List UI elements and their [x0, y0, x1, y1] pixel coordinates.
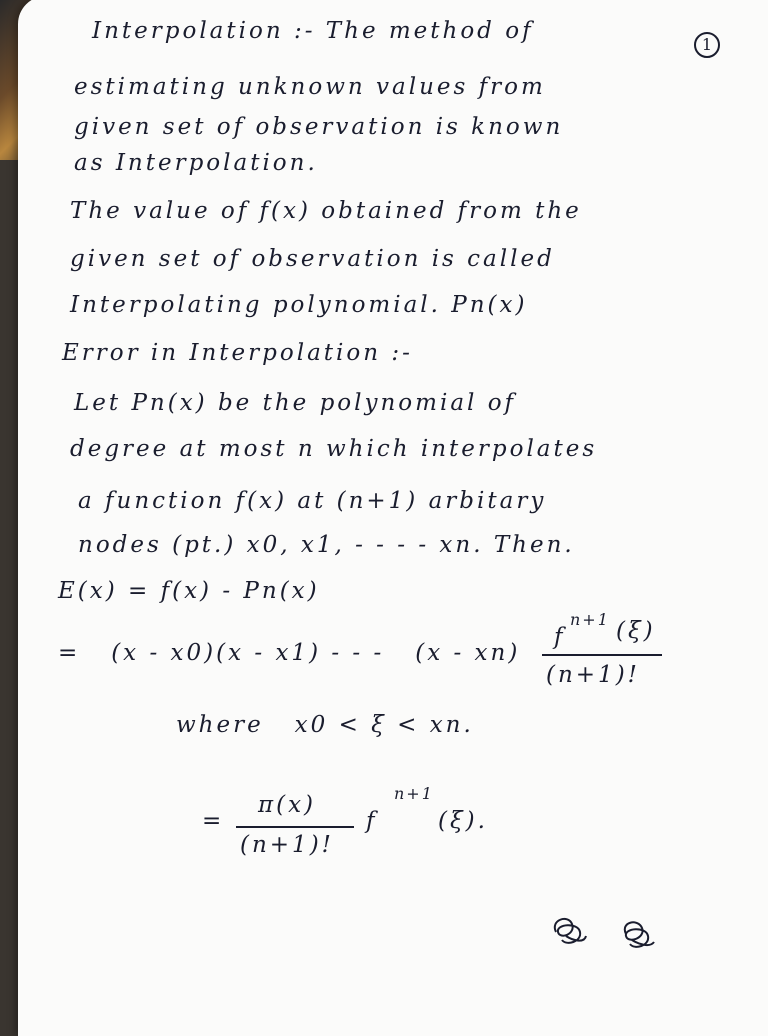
fraction1-superscript: n+1 — [570, 610, 610, 629]
fraction1-numerator: f — [554, 624, 566, 650]
section-line-2: degree at most n which interpolates — [70, 436, 598, 462]
paragraph2-line-3: Interpolating polynomial. Pn(x) — [70, 292, 528, 318]
error-definition: E(x) = f(x) - Pn(x) — [58, 578, 320, 604]
definition-line-3: given set of observation is known — [74, 114, 564, 140]
section-line-1: Let Pn(x) be the polynomial of — [74, 390, 517, 416]
paragraph2-line-2: given set of observation is called — [70, 246, 555, 272]
signature-mark-1 — [546, 910, 590, 950]
fraction1-argument: (ξ) — [616, 618, 656, 644]
section-line-3: a function f(x) at (n+1) arbitary — [78, 488, 547, 514]
definition-line-2: estimating unknown values from — [74, 74, 546, 100]
error-product: = (x - x0)(x - x1) - - - (x - xn) — [58, 640, 521, 666]
fraction1-denominator: (n+1)! — [546, 662, 640, 688]
fraction2-numerator: π(x) — [258, 792, 317, 818]
page-number: 1 — [694, 32, 720, 58]
definition-line-1: Interpolation :- The method of — [92, 18, 534, 44]
fraction2-superscript: n+1 — [394, 784, 434, 803]
section-heading: Error in Interpolation :- — [62, 340, 413, 366]
fraction2-denominator: (n+1)! — [240, 832, 334, 858]
equals-sign: = — [202, 808, 225, 834]
notebook-page — [18, 0, 768, 1036]
signature-mark-2 — [614, 914, 658, 954]
where-clause: where x0 < ξ < xn. — [176, 712, 474, 738]
fraction2-f: f — [366, 808, 378, 834]
fraction2-argument: (ξ). — [438, 808, 488, 834]
paragraph2-line-1: The value of f(x) obtained from the — [70, 198, 582, 224]
section-line-4: nodes (pt.) x0, x1, - - - - xn. Then. — [78, 532, 575, 558]
fraction1-bar — [542, 654, 662, 656]
fraction2-bar — [236, 826, 354, 828]
definition-line-4: as Interpolation. — [74, 150, 318, 176]
